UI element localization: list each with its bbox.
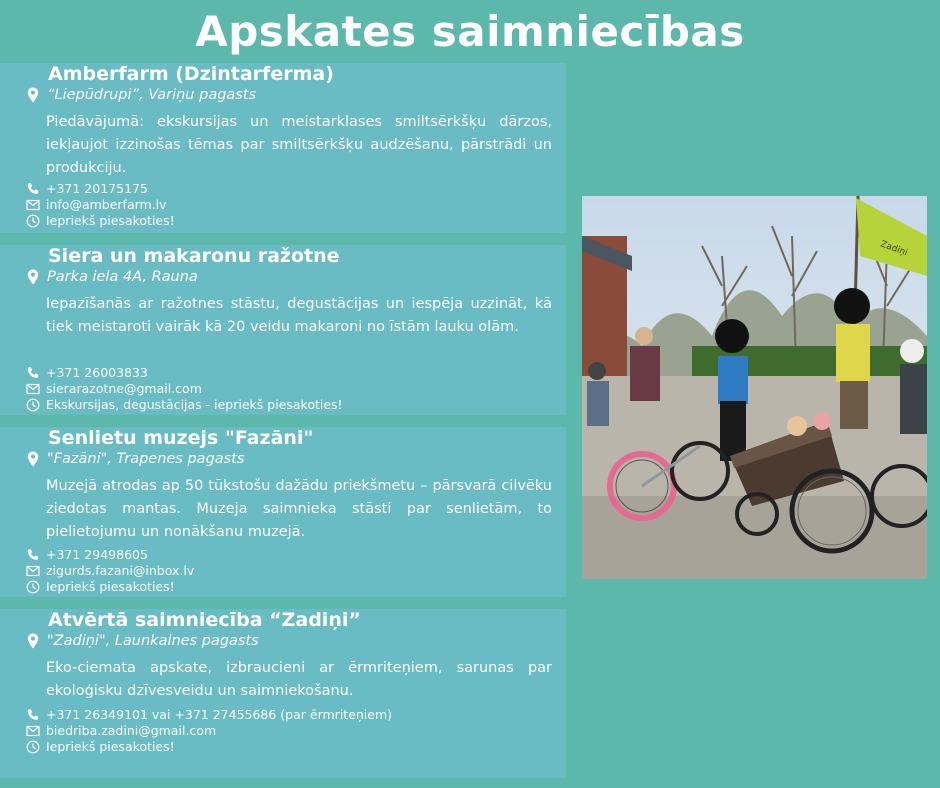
note-row (26, 579, 194, 595)
note-text: Ekskursijas, degustācijas - iepriekš piesakoties! (46, 397, 343, 412)
note-text: Iepriekš piesakoties! (46, 213, 175, 228)
location-pin-icon (26, 87, 40, 103)
farm-description: Piedāvājumā: ekskursijas un meistarklases smiltsērkšķu dārzos, iekļaujot izzinošas tēmas par smiltsērkšķu audzēšanu, pārstrādi un produkciju. (46, 114, 552, 176)
phone-text[interactable]: +371 29498605 (46, 547, 148, 562)
farm-name: Amberfarm (Dzintarferma) (48, 63, 334, 85)
phone-row (26, 547, 194, 563)
phone-text[interactable]: +371 26349101 vai +371 27455686 (par ērmriteņiem) (46, 707, 393, 722)
email-row (26, 723, 392, 739)
phone-icon (26, 548, 40, 562)
farm-location (26, 632, 259, 650)
email-text[interactable]: zigurds.fazani@inbox.lv (46, 563, 195, 578)
location-pin-icon (26, 451, 40, 467)
farm-name: Atvērtā saimniecība “Zadiņi” (48, 609, 361, 631)
flag-text: Zadiņi (878, 239, 909, 259)
phone-row (26, 181, 175, 197)
envelope-icon (26, 564, 40, 578)
note-row (26, 397, 343, 413)
phone-text[interactable]: +371 20175175 (46, 181, 148, 196)
farm-card-fazani (0, 427, 566, 597)
envelope-icon (26, 198, 40, 212)
clock-icon (26, 580, 40, 594)
email-text[interactable]: sierarazotne@gmail.com (46, 381, 202, 396)
envelope-icon (26, 382, 40, 396)
farm-card-siera-makaronu (0, 245, 566, 415)
farm-location (26, 268, 198, 286)
farm-location-text: "Zadiņi", Launkalnes pagasts (47, 633, 259, 649)
clock-icon (26, 398, 40, 412)
envelope-icon (26, 724, 40, 738)
farm-location-text: “Liepūdrupi”, Variņu pagasts (47, 87, 257, 103)
farm-card-amberfarm (0, 63, 566, 233)
farm-name: Senlietu muzejs "Fazāni" (48, 427, 314, 449)
farm-description: Muzejā atrodas ap 50 tūkstošu dažādu priekšmetu – pārsvarā cilvēku ziedotas mantas. Muzeja saimnieka stāsti par senlietām, to pielietojumu un nonākšanu muzejā. (46, 478, 552, 540)
phone-icon (26, 366, 40, 380)
farm-contacts (26, 181, 175, 229)
farm-description: Eko-ciemata apskate, izbraucieni ar ērmriteņiem, sarunas par ekoloģisku dzīvesveidu un saimniekošanu. (46, 660, 552, 699)
photo-illustration (582, 196, 927, 579)
email-row (26, 197, 175, 213)
phone-text[interactable]: +371 26003833 (46, 365, 148, 380)
clock-icon (26, 214, 40, 228)
farm-description: Iepazīšanās ar ražotnes stāstu, degustācijas un iespēja uzzināt, kā tiek meistaroti vairāk kā 20 veidu makaroni no īstām lauku olām. (46, 296, 552, 335)
farm-location (26, 86, 256, 104)
note-row (26, 213, 175, 229)
farm-contacts (26, 365, 343, 413)
farm-location (26, 450, 244, 468)
phone-icon (26, 182, 40, 196)
phone-row (26, 365, 343, 381)
note-text: Iepriekš piesakoties! (46, 739, 175, 754)
phone-icon (26, 708, 40, 722)
farm-contacts (26, 707, 392, 755)
farm-location-text: Parka iela 4A, Rauna (47, 269, 198, 285)
farm-contacts (26, 547, 194, 595)
email-row (26, 381, 343, 397)
clock-icon (26, 740, 40, 754)
farm-card-zadini (0, 609, 566, 778)
farm-location-text: "Fazāni", Trapenes pagasts (47, 451, 245, 467)
page-title: Apskates saimniecības (195, 7, 745, 56)
location-pin-icon (26, 269, 40, 285)
note-text: Iepriekš piesakoties! (46, 579, 175, 594)
photo-cargo-bike-group (582, 196, 927, 579)
phone-row (26, 707, 392, 723)
email-text[interactable]: info@amberfarm.lv (46, 197, 167, 212)
email-text[interactable]: biedriba.zadini@gmail.com (46, 723, 217, 738)
note-row (26, 739, 392, 755)
farm-name: Siera un makaronu ražotne (48, 245, 340, 267)
location-pin-icon (26, 633, 40, 649)
email-row (26, 563, 194, 579)
